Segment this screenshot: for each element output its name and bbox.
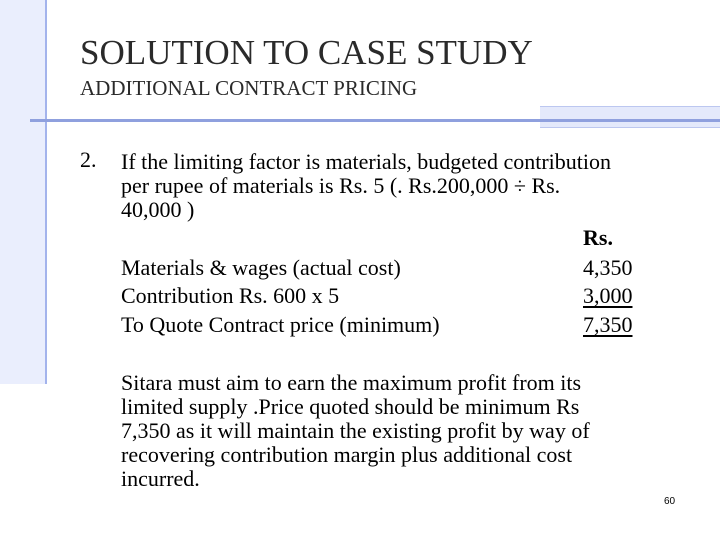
- row-value-materials: 4,350: [583, 255, 633, 280]
- conclusion-line: limited supply .Price quoted should be minimum Rs: [121, 394, 580, 419]
- conclusion-line: recovering contribution margin plus additional cost: [121, 442, 573, 467]
- title-divider: [30, 119, 720, 122]
- conclusion-paragraph: [121, 371, 661, 491]
- left-accent-bar: [0, 0, 47, 384]
- row-value-contribution: 3,000: [583, 283, 633, 308]
- row-value-contract-price: 7,350: [583, 312, 633, 337]
- row-label-contract-price: To Quote Contract price (minimum): [121, 312, 440, 337]
- divider-accent-block: [540, 106, 720, 128]
- row-label-materials: Materials & wages (actual cost): [121, 255, 401, 280]
- conclusion-line: incurred.: [121, 466, 200, 491]
- conclusion-line: Sitara must aim to earn the maximum profit from its: [121, 370, 582, 395]
- currency-header: Rs.: [583, 225, 613, 250]
- row-label-contribution: Contribution Rs. 600 x 5: [121, 283, 340, 308]
- point-number: 2.: [80, 147, 97, 172]
- point-line: 40,000 ): [121, 197, 195, 222]
- point-line: per rupee of materials is Rs. 5 (. Rs.200,000 ÷ Rs.: [121, 173, 561, 198]
- point-text: [121, 150, 666, 222]
- point-line: If the limiting factor is materials, budgeted contribution: [121, 149, 611, 174]
- page-number: 60: [664, 496, 676, 507]
- conclusion-line: 7,350 as it will maintain the existing profit by way of: [121, 418, 590, 443]
- slide-title: SOLUTION TO CASE STUDY: [80, 33, 533, 72]
- slide-subtitle: ADDITIONAL CONTRACT PRICING: [80, 76, 418, 100]
